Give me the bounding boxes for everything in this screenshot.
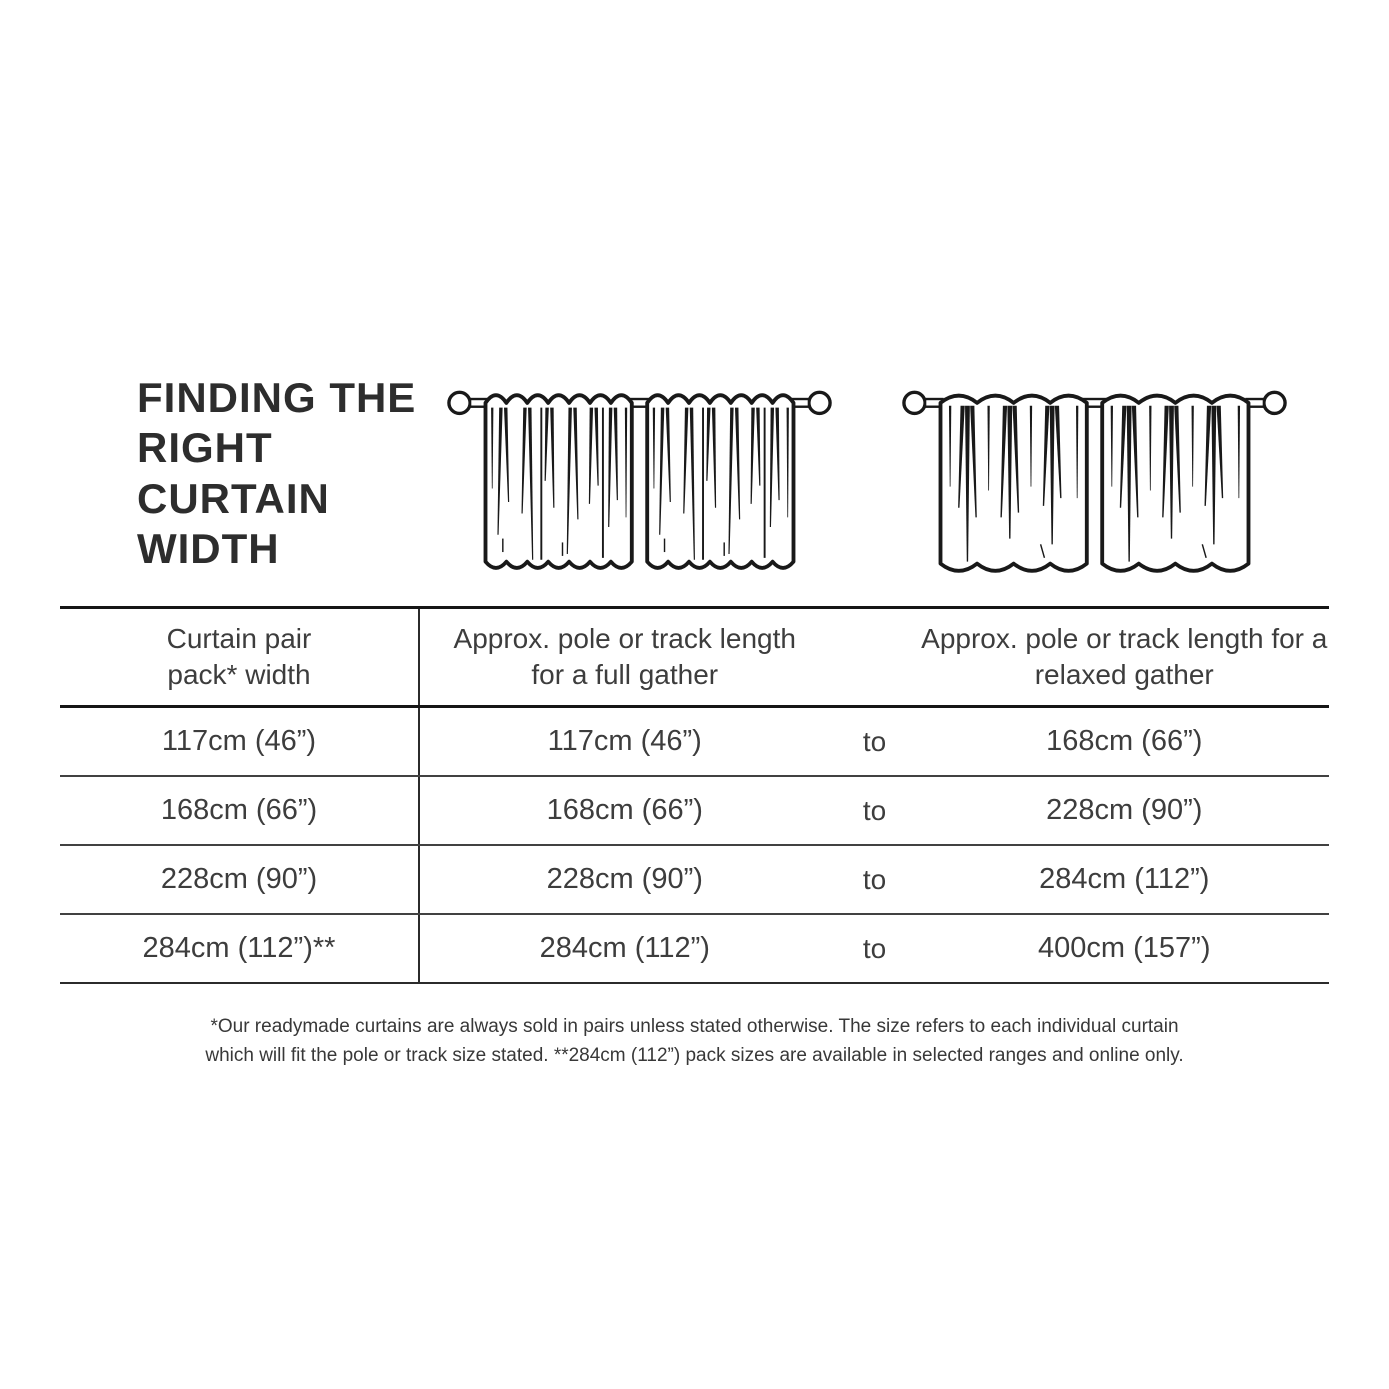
relaxed-gather-value: 284cm (112”) bbox=[1039, 863, 1210, 895]
full-gather-value: 228cm (90”) bbox=[546, 863, 703, 895]
full-gather-value: 117cm (46”) bbox=[547, 725, 702, 757]
footnote-line: *Our readymade curtains are always sold in pairs unless stated otherwise. The size refers to each individual curtain bbox=[210, 1016, 1179, 1037]
relaxed-gather-value: 400cm (157”) bbox=[1038, 932, 1211, 964]
footnote-line: which will fit the pole or track size stated. **284cm (112”) pack sizes are available in selected ranges and online only. bbox=[205, 1045, 1184, 1067]
footnote bbox=[60, 1012, 1329, 1071]
relaxed-gather-curtain-icon bbox=[902, 373, 1287, 580]
relaxed-gather-value: 228cm (90”) bbox=[1046, 794, 1203, 826]
size-table bbox=[60, 606, 1329, 984]
relaxed-gather-value: 168cm (66”) bbox=[1046, 725, 1203, 757]
table-header-row bbox=[60, 609, 1329, 708]
full-gather-value: 168cm (66”) bbox=[546, 794, 703, 826]
pack-width-value: 228cm (90”) bbox=[60, 846, 420, 913]
range-connector: to bbox=[862, 794, 887, 826]
pack-width-value: 168cm (66”) bbox=[60, 777, 420, 844]
range-connector: to bbox=[862, 863, 887, 895]
table-row bbox=[60, 708, 1329, 775]
table-row bbox=[60, 913, 1329, 982]
full-gather-curtain-icon bbox=[447, 373, 832, 580]
header-pack-width: Curtain pair pack* width bbox=[60, 609, 420, 705]
header-row bbox=[137, 373, 1389, 580]
full-gather-value: 284cm (112”) bbox=[539, 932, 710, 964]
page-title: FINDING THE RIGHT CURTAIN WIDTH bbox=[137, 374, 417, 573]
header-full-gather: Approx. pole or track length for a full gather bbox=[453, 622, 796, 690]
range-connector: to bbox=[862, 932, 887, 964]
range-connector: to bbox=[862, 725, 887, 757]
pack-width-value: 117cm (46”) bbox=[60, 708, 420, 775]
table-row bbox=[60, 844, 1329, 913]
header-relaxed-gather: Approx. pole or track length for a relaxed gather bbox=[921, 622, 1328, 690]
table-row bbox=[60, 775, 1329, 844]
header-spacer bbox=[830, 609, 920, 705]
pack-width-value: 284cm (112”)** bbox=[60, 915, 420, 982]
